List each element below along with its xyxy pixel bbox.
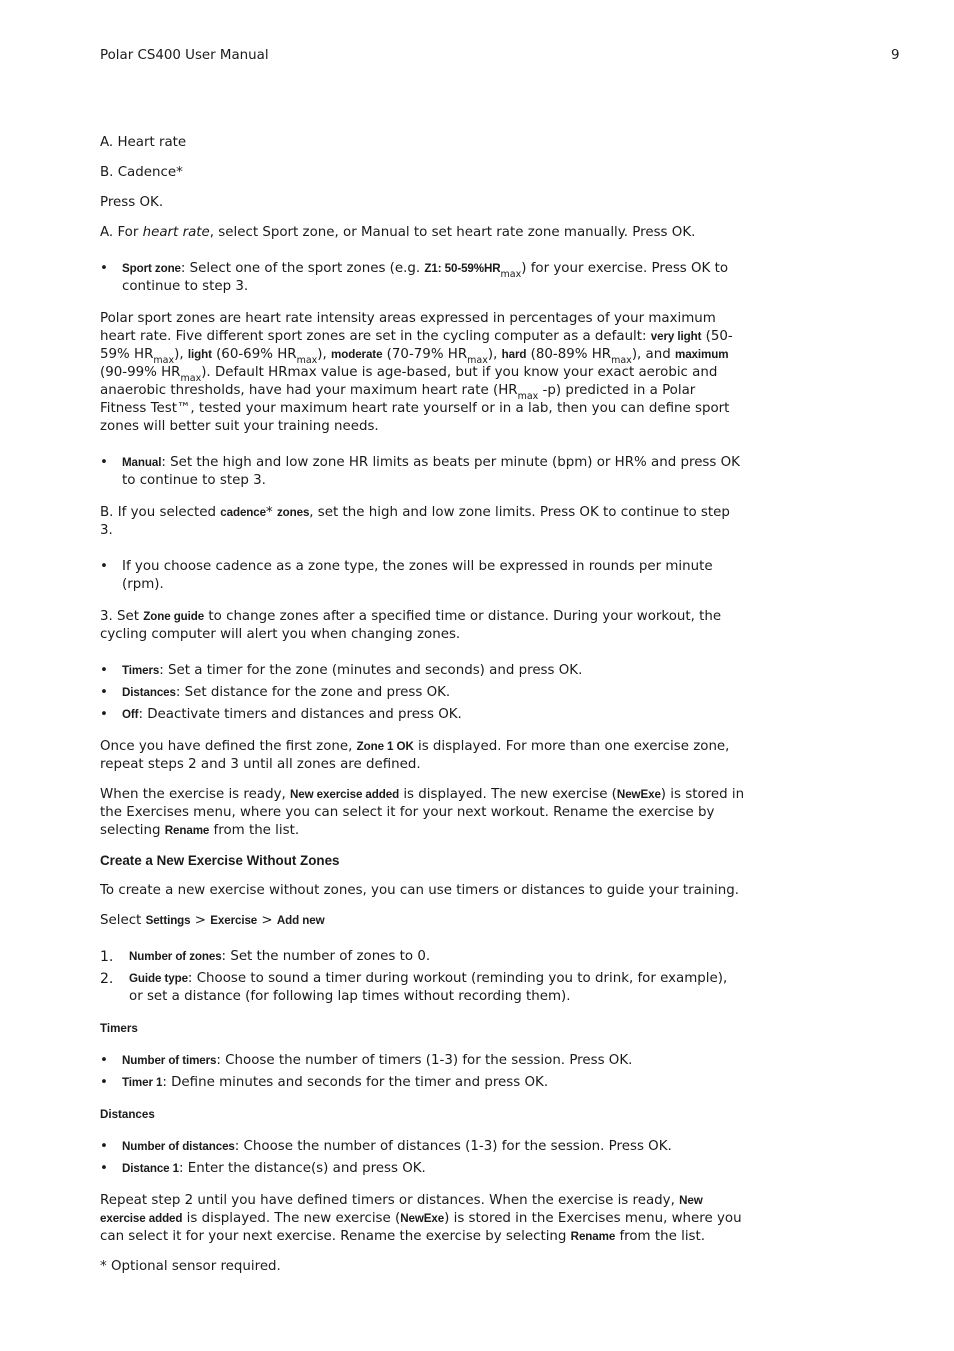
- paragraph-create-intro: To create a new exercise without zones, you can use timers or distances to guide your training.: [100, 883, 740, 898]
- subheading-distances: Distances: [100, 1108, 155, 1121]
- list-item: • Distances: Set distance for the zone and press OK.: [100, 684, 745, 702]
- list-item: • Number of timers: Choose the number of timers (1-3) for the session. Press OK.: [100, 1052, 745, 1070]
- paragraph-a-for-heart-rate: A. For heart rate, select Sport zone, or Manual to set heart rate zone manually. Press OK.: [100, 225, 696, 240]
- list-item: 2. Guide type: Choose to sound a timer during workout (reminding you to drink, for example), or set a distance (for following lap times without recording them).: [100, 971, 728, 1004]
- paragraph-cadence-zones: B. If you selected cadence* zones, set the high and low zone limits. Press OK to continue to step 3.: [100, 505, 730, 538]
- list-item: 1. Number of zones: Set the number of zones to 0.: [100, 949, 431, 965]
- paragraph-press-ok: Press OK.: [100, 195, 164, 210]
- rpm-list: [100, 558, 745, 594]
- paragraph-polar-sport-zones: Polar sport zones are heart rate intensity areas expressed in percentages of your maximum heart rate. Five different sport zones are set in the cycling computer as a default: very light (50-59% $HR_{max}$), light (60-69% $HR_{max}$), moderate (70-79% $HR_{max}$), hard (80-89% $HR_{max}$), and maximum (90-99% $HR_{max}$). Default HRmax value is age-based, but if you know your exact aerobic and anaerobic thresholds, have had your maximum heart rate ($HR_{max}$ -p) predicted in a Polar Fitness Test™, tested your maximum heart rate yourself or in a lab, then you can define sport zones will better suit your training needs.: [100, 311, 733, 434]
- footnote: * Optional sensor required.: [100, 1259, 281, 1274]
- zone-guide-list: [100, 662, 745, 724]
- list-item: • Off: Deactivate timers and distances and press OK.: [100, 706, 745, 724]
- page-body: [100, 134, 745, 1288]
- list-item: • Timer 1: Define minutes and seconds for the timer and press OK.: [100, 1074, 745, 1092]
- paragraph-zone1-ok: Once you have defined the first zone, Zone 1 OK is displayed. For more than one exercise zone, repeat steps 2 and 3 until all zones are defined.: [100, 739, 730, 772]
- section-heading-create-exercise: Create a New Exercise Without Zones: [100, 853, 340, 868]
- distances-list: [100, 1138, 745, 1178]
- running-header-title: Polar CS400 User Manual: [100, 48, 269, 63]
- timers-list: [100, 1052, 745, 1092]
- subheading-timers: Timers: [100, 1022, 138, 1035]
- paragraph-cadence: B. Cadence*: [100, 165, 183, 180]
- sport-zone-list: [100, 260, 745, 296]
- paragraph-exercise-ready: When the exercise is ready, New exercise added is displayed. The new exercise (NewExe) is stored in the Exercises menu, where you can select it for your next workout. Rename the exercise by selecting Rename from the list.: [100, 787, 745, 838]
- paragraph-heart-rate: A. Heart rate: [100, 135, 187, 150]
- list-item: • Sport zone: Select one of the sport zones (e.g. Z1: $50-59\%HR_{max}$) for your exercise. Press OK to continue to step 3.: [100, 260, 745, 296]
- page-number: 9: [891, 48, 900, 63]
- list-item: • Timers: Set a timer for the zone (minutes and seconds) and press OK.: [100, 662, 745, 680]
- create-steps-list: [100, 948, 745, 1006]
- list-item: • Distance 1: Enter the distance(s) and press OK.: [100, 1160, 745, 1178]
- paragraph-repeat-step: Repeat step 2 until you have defined timers or distances. When the exercise is ready, New exercise added is displayed. The new exercise (NewExe) is stored in the Exercises menu, where you can select it for your next exercise. Rename the exercise by selecting Rename from the list.: [100, 1193, 742, 1244]
- list-item: • If you choose cadence as a zone type, the zones will be expressed in rounds per minute (rpm).: [100, 558, 745, 594]
- list-item: • Number of distances: Choose the number of distances (1-3) for the session. Press OK.: [100, 1138, 745, 1156]
- list-item: • Manual: Set the high and low zone HR limits as beats per minute (bpm) or HR% and press OK to continue to step 3.: [100, 454, 745, 490]
- paragraph-select-path: Select Settings > Exercise > Add new: [100, 913, 325, 928]
- paragraph-zone-guide: 3. Set Zone guide to change zones after a specified time or distance. During your workout, the cycling computer will alert you when changing zones.: [100, 609, 722, 642]
- manual-list: [100, 454, 745, 490]
